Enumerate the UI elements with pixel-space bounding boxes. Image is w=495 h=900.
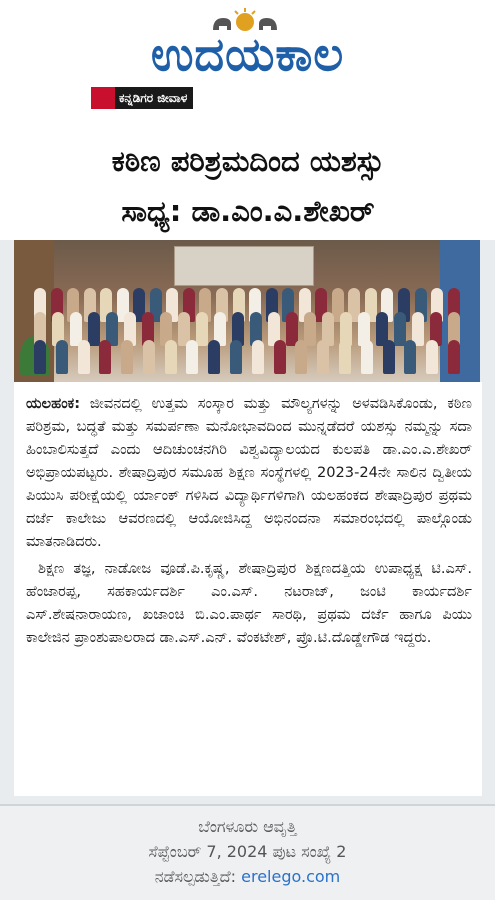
photo-person [121,340,133,374]
powered-by [0,864,495,889]
photo-person [295,340,307,374]
article-headline [14,136,482,236]
photo-person [78,340,90,374]
paragraph-1-text: ಜೀವನದಲ್ಲಿ ಉತ್ತಮ ಸಂಸ್ಕಾರ ಮತ್ತು ಮೌಲ್ಯಗಳನ್ನು ಅಳವಡಿಸಿಕೊಂಡು, ಕಠಿಣ ಪರಿಶ್ರಮ, ಬದ್ಧತೆ ಮತ್ತು ಸಮರ್ಪಣಾ ಮನೋಭಾವದಿಂದ ಮುನ್ನಡೆದರೆ ಯಶಸ್ಸು ನಮ್ಮನ್ನು ಸದಾ ಹಿಂಬಾಲಿಸುತ್ತದೆ ಎಂದು ಆದಿಚುಂಚನಗಿರಿ ವಿಶ್ವವಿದ್ಯಾಲಯದ ಕುಲಪತಿ ಡಾ.ಎಂ.ಎ.ಶೇಖರ್ ಅಭಿಪ್ರಾಯಪಟ್ಟರು. ಶೇಷಾದ್ರಿಪುರ ಸಮೂಹ ಶಿಕ್ಷಣ ಸಂಸ್ಥೆಗಳಲ್ಲಿ 2023-24ನೇ ಸಾಲಿನ ದ್ವಿತೀಯ ಪಿಯುಸಿ ಪರೀಕ್ಷೆಯಲ್ಲಿ ರ್ಯಾಂಕ್ ಗಳಿಸಿದ ವಿದ್ಯಾರ್ಥಿಗಳಿಗಾಗಿ ಯಲಹಂಕದ ಶೇಷಾದ್ರಿಪುರ ಪ್ರಥಮ ದರ್ಜೆ ಕಾಲೇಜು ಆವರಣದಲ್ಲಿ ಆಯೋಜಿಸಿದ್ದ ಅಭಿನಂದನಾ ಸಮಾರಂಭದಲ್ಲಿ ಪಾಲ್ಗೊಂಡು ಮಾತನಾಡಿದರು. [26,395,472,550]
photo-person [230,340,242,374]
photo-person [383,340,395,374]
headline-line-2: ಸಾಧ್ಯ: ಡಾ.ಎಂ.ಎ.ಶೇಖರ್ [121,194,375,228]
photo-person [274,340,286,374]
erelego-link[interactable]: erelego.com [241,867,341,886]
powered-by-label: ನಡೆಸಲ್ಪಡುತ್ತಿದೆ: [154,867,237,886]
photo-person [165,340,177,374]
photo-person [99,340,111,374]
photo-person [426,340,438,374]
edition-label: ಬೆಂಗಳೂರು ಆವೃತ್ತಿ [198,817,297,836]
photo-front-row [34,340,460,374]
page-footer [0,806,495,900]
photo-person [208,340,220,374]
article-paragraph-2: ಶಿಕ್ಷಣ ತಜ್ಞ, ನಾಡೋಜ ವೂಡೆ.ಪಿ.ಕೃಷ್ಣ, ಶೇಷಾದ್ರಿಪುರ ಶಿಕ್ಷಣದತ್ತಿಯ ಉಪಾಧ್ಯಕ್ಷ ಟಿ.ಎಸ್. ಹೆಂಜಾರಪ್ಪ, ಸಹಕಾರ್ಯದರ್ಶಿ ಎಂ.ಎಸ್. ನಟರಾಜ್, ಜಂಟಿ ಕಾರ್ಯದರ್ಶಿ ಎಸ್.ಶೇಷನಾರಾಯಣ, ಖಜಾಂಚಿ ಬಿ.ಎಂ.ಪಾರ್ಥ ಸಾರಥಿ, ಪ್ರಥಮ ದರ್ಜೆ ಹಾಗೂ ಪಿಯು ಕಾಲೇಜಿನ ಪ್ರಾಂಶುಪಾಲರಾದ ಡಾ.ಎಸ್.ಎನ್. ವೆಂಕಟೇಶ್, ಪ್ರೊ.ಟಿ.ದೊಡ್ಡೇಗೌಡ ಇದ್ದರು. [26,560,472,646]
photo-person [361,340,373,374]
article-body [14,382,482,796]
tagline-text: ಕನ್ನಡಿಗರ ಜೀವಾಳ [119,91,188,105]
article-photo [14,240,480,382]
newspaper-logo: ಉದಯಕಾಲ [150,27,345,81]
article-paragraph-1 [26,392,472,553]
tagline-accent [91,87,115,109]
photo-person [448,340,460,374]
photo-person [186,340,198,374]
photo-person [317,340,329,374]
article-dateline: ಯಲಹಂಕ: [26,395,81,412]
masthead [0,0,495,128]
photo-person [252,340,264,374]
photo-person [339,340,351,374]
photo-person [34,340,46,374]
photo-person [404,340,416,374]
photo-person [143,340,155,374]
masthead-tagline [91,87,193,109]
headline-line-1: ಕಠಿಣ ಪರಿಶ್ರಮದಿಂದ ಯಶಸ್ಸು [111,144,385,178]
date-page-label: ಸೆಪ್ಟೆಂಬರ್ 7, 2024 ಪುಟ ಸಂಖ್ಯೆ 2 [148,842,347,861]
photo-stage-backdrop [174,246,314,286]
photo-person [56,340,68,374]
